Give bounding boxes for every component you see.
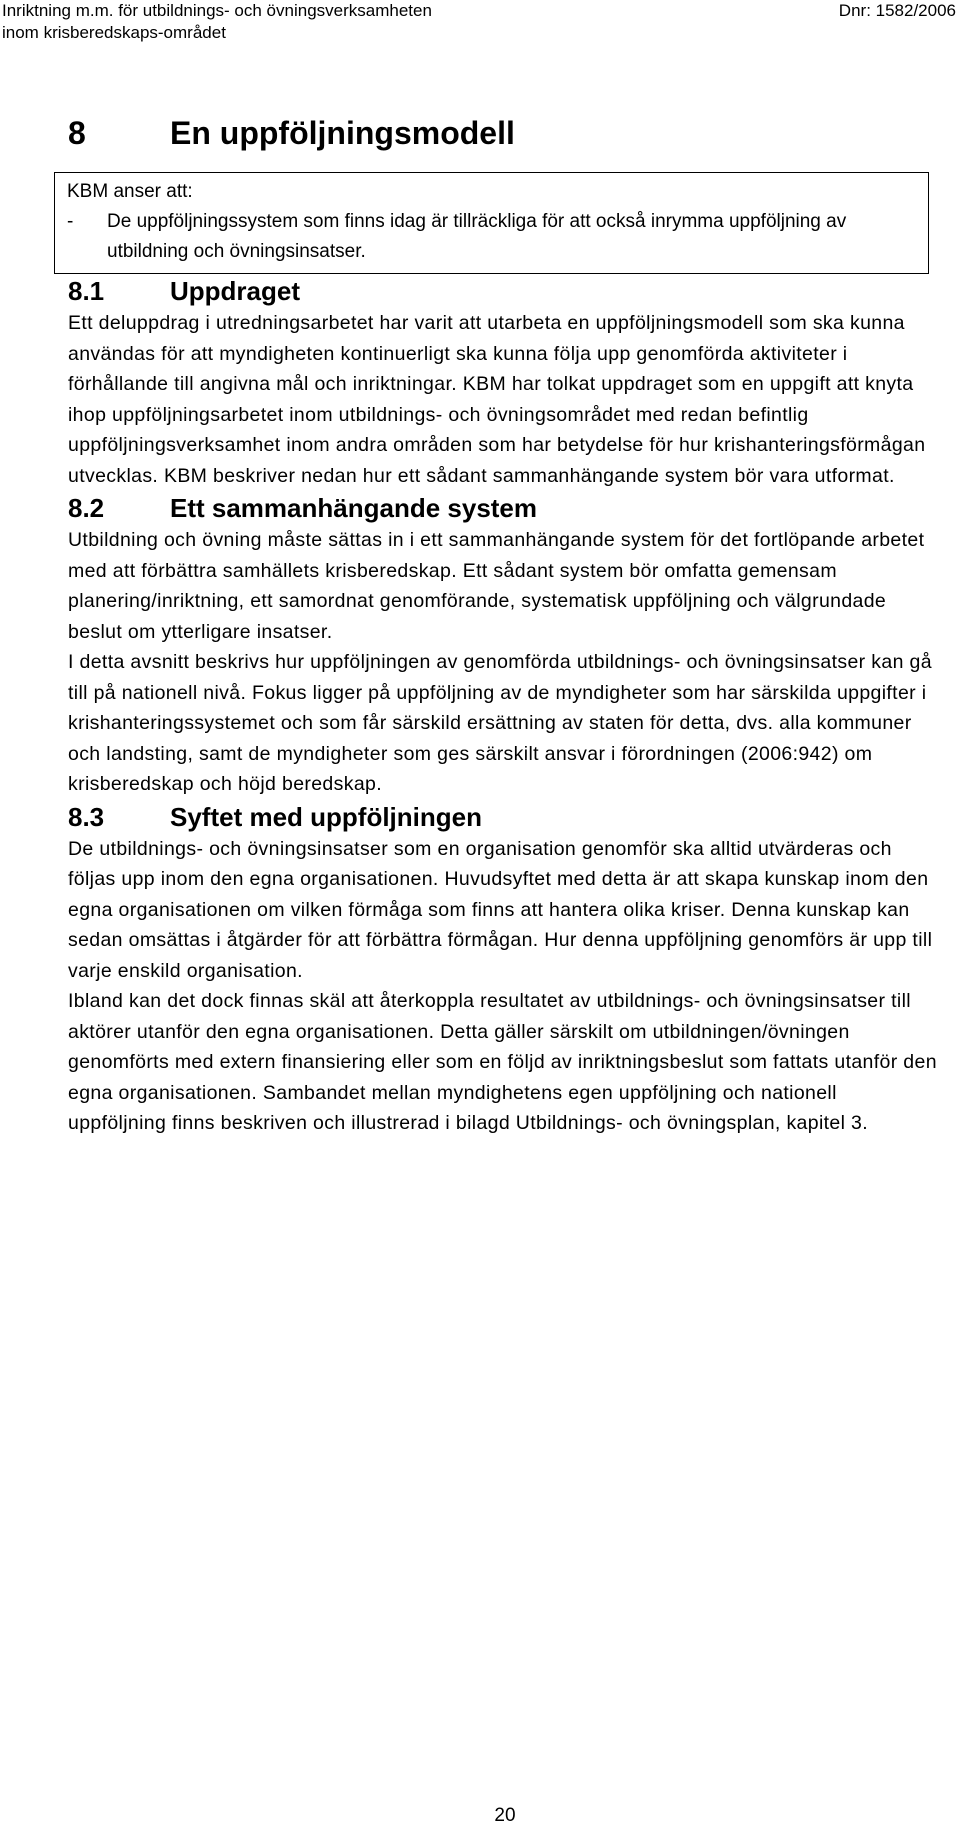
section-heading-8-3 [68,800,938,834]
summary-intro: KBM anser att: [67,181,193,202]
section-number: 8.2 [68,493,105,523]
chapter-heading [68,112,938,154]
paragraph: Ibland kan det dock finnas skäl att återkoppla resultatet av utbildnings- och övningsinsatser till aktörer utanför den egna organisationen. Detta gäller särskilt om utbildningen/övningen genomförts med extern finansiering eller som en följd av inriktningsbeslut som fattats utanför den egna organisationen. Sambandet mellan myndighetens egen uppföljning och nationell uppföljning finns beskriven och illustrerad i bilagd Utbildnings- och övningsplan, kapitel 3. [68,990,937,1134]
paragraph: De utbildnings- och övningsinsatser som en organisation genomför ska alltid utvärderas och följas upp inom den egna organisationen. Huvudsyftet med detta är att skapa kunskap inom den egna organisationen om vilken förmåga som finns att hantera olika kriser. Denna kunskap kan sedan omsättas i åtgärder för att förbättra förmågan. Hur denna uppföljning genomförs är upp till varje enskild organisation. [68,837,933,982]
header-title-line2: inom krisberedskaps-området [2,23,226,42]
bullet-dash: - [67,211,74,232]
section-number: 8.3 [68,801,105,832]
bullet-text: De uppföljningssystem som finns idag är tillräckliga för att också inrymma uppföljning av utbildning och övningsinsatser. [107,211,847,262]
summary-bullet [67,207,916,267]
section-heading-8-1 [68,274,938,308]
chapter-number: 8 [68,115,86,151]
header-document-number: Dnr: 1582/2006 [838,1,956,20]
running-header [0,0,960,48]
section-number: 8.1 [68,276,105,306]
paragraph: Utbildning och övning måste sättas in i ett sammanhängande system för det fortlöpande arbetet med att förbättra samhällets krisberedskap. Ett sådant system bör omfatta gemensam planering/inriktning, ett samordnat genomförande, systematisk uppföljning och välgrundade beslut om ytterligare insatser. [68,529,925,643]
section-title: Ett sammanhängande system [170,493,538,523]
summary-box [54,172,929,274]
paragraph: I detta avsnitt beskrivs hur uppföljningen av genomförda utbildnings- och övningsinsatser kan gå till på nationell nivå. Fokus ligger på uppföljning av de myndigheter som har särskilda uppgifter i krishanteringssystemet och som får särskild ersättning av staten för detta, dvs. alla kommuner och landsting, samt de myndigheter som ges särskilt ansvar i förordningen (2006:942) om krisberedskap och höjd beredskap. [68,651,932,795]
page-content [68,112,938,1139]
chapter-title: En uppföljningsmodell [170,115,515,151]
page-number: 20 [494,1805,516,1826]
header-title-line1: Inriktning m.m. för utbildnings- och övningsverksamheten [2,1,432,20]
paragraph: Ett deluppdrag i utredningsarbetet har varit att utarbeta en uppföljningsmodell som ska kunna användas för att myndigheten kontinuerligt ska kunna följa upp genomförda aktiviteter i förhållande till angivna mål och inriktningar. KBM har tolkat uppdraget som en uppgift att knyta ihop uppföljningsarbetet inom utbildnings- och övningsområdet med redan befintlig uppföljningsverksamhet inom andra områden som har betydelse för hur krishanteringsförmågan utvecklas. KBM beskriver nedan hur ett sådant sammanhängande system bör vara utformat. [68,312,926,487]
section-title: Uppdraget [170,276,300,306]
section-heading-8-2 [68,491,938,525]
section-title: Syftet med uppföljningen [170,801,482,832]
